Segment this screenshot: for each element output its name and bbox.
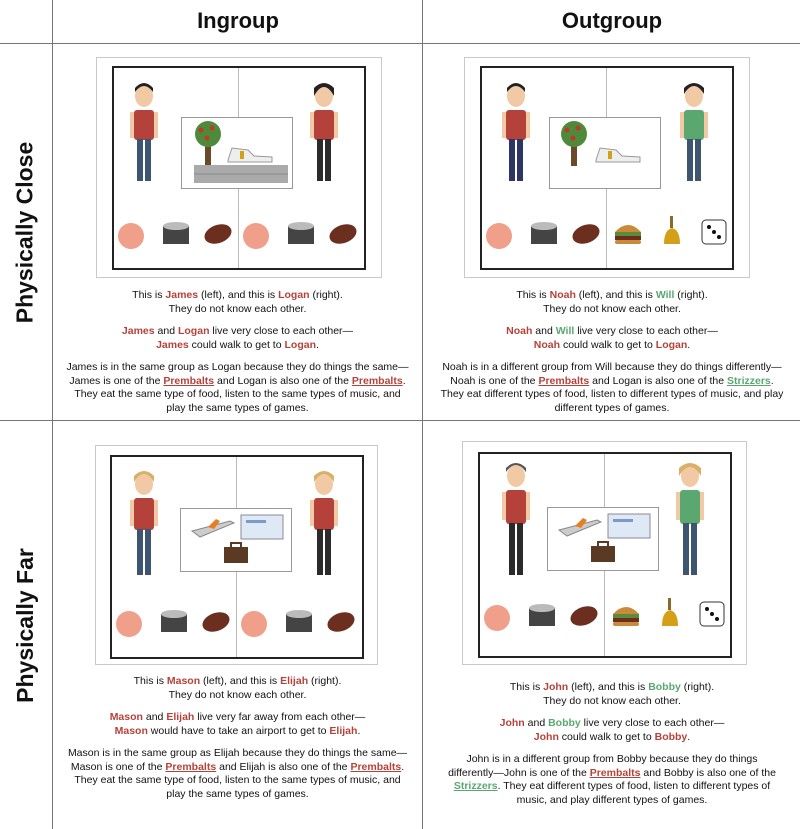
avatar-james [128, 82, 160, 192]
dice-icon [700, 218, 728, 246]
peach-icon [241, 220, 271, 250]
avatar-will [678, 82, 710, 192]
column-header-ingroup: Ingroup [197, 8, 279, 33]
football-icon [200, 610, 232, 634]
peach-icon [114, 608, 144, 638]
drum-icon [159, 608, 189, 636]
drum-icon [529, 220, 559, 248]
football-icon [325, 610, 357, 634]
football-icon [327, 222, 359, 246]
drum-icon [284, 608, 314, 636]
row-header-far: Physically Far [11, 547, 38, 703]
grid-hline-header [0, 43, 800, 44]
bell-icon [660, 216, 684, 248]
avatar-mason [128, 470, 160, 588]
row-header-close: Physically Close [11, 141, 38, 323]
airplane-icon [557, 516, 603, 538]
wall-icon [194, 165, 288, 183]
burger-icon [611, 602, 641, 628]
peach-icon [239, 608, 269, 638]
grid-vline-middle [422, 0, 423, 829]
peach-icon [482, 602, 512, 632]
dice-icon [698, 600, 726, 628]
tree-icon [556, 120, 592, 168]
airplane-icon [190, 517, 236, 539]
peach-icon [484, 220, 514, 250]
drum-icon [527, 602, 557, 630]
ticket-icon [240, 514, 284, 540]
football-icon [202, 222, 234, 246]
description-close-ingroup: This is James (left), and this is Logan (right). They do not know each other. James and Logan live very close to each other— James could walk to get to Logan. James is in the same group as Logan because they do things the same— James is one of the Prembalts and Logan is also one of the Prembalts. They eat the same type of food, listen to the same types of music, and play the same types of games. [66, 289, 409, 414]
drum-icon [161, 220, 191, 248]
avatar-elijah [308, 470, 340, 588]
shoes-icon [226, 142, 274, 164]
peach-icon [116, 220, 146, 250]
grid-vline-left [52, 0, 53, 829]
description-far-outgroup: This is John (left), and this is Bobby (right). They do not know each other. John and Bobby live very close to each other— John could walk to get to Bobby. John is in a different group from Bobby because they do things differently—John is one of the Prembalts and Bobby is also one of the Strizzers. They eat different types of food, listen to different types of music, and play different types of games. [448, 681, 776, 806]
drum-icon [286, 220, 316, 248]
avatar-noah [500, 82, 532, 192]
shoes-icon [594, 142, 642, 164]
ticket-icon [607, 513, 651, 539]
burger-icon [613, 220, 643, 246]
description-far-ingroup: This is Mason (left), and this is Elijah (right). They do not know each other. Mason and Elijah live very far away from each other— Mason would have to take an airport to get to Elijah. Mason is in the same group as Elijah because they do things the same— Mason is one of the Prembalts and Elijah is also one of the Prembalts. They eat the same type of food, listen to the same types of music, and play the same types of games. [67, 675, 408, 800]
bell-icon [658, 598, 682, 630]
description-close-outgroup: This is Noah (left), and this is Will (right). They do not know each other. Noah and Will live very close to each other— Noah could walk to get to Logan. Noah is in a different group from Will because they do things differently— Noah is one of the Prembalts and Logan is also one of the Strizzers. They eat different types of food, listen to different types of music, and play different types of games. [440, 289, 784, 414]
avatar-bobby [674, 462, 706, 588]
avatar-logan [308, 82, 340, 192]
tree-icon [190, 120, 226, 168]
suitcase-icon [589, 540, 617, 564]
avatar-john [500, 462, 532, 588]
column-header-outgroup: Outgroup [561, 8, 663, 33]
football-icon [568, 604, 600, 628]
football-icon [570, 222, 602, 246]
suitcase-icon [222, 541, 250, 565]
